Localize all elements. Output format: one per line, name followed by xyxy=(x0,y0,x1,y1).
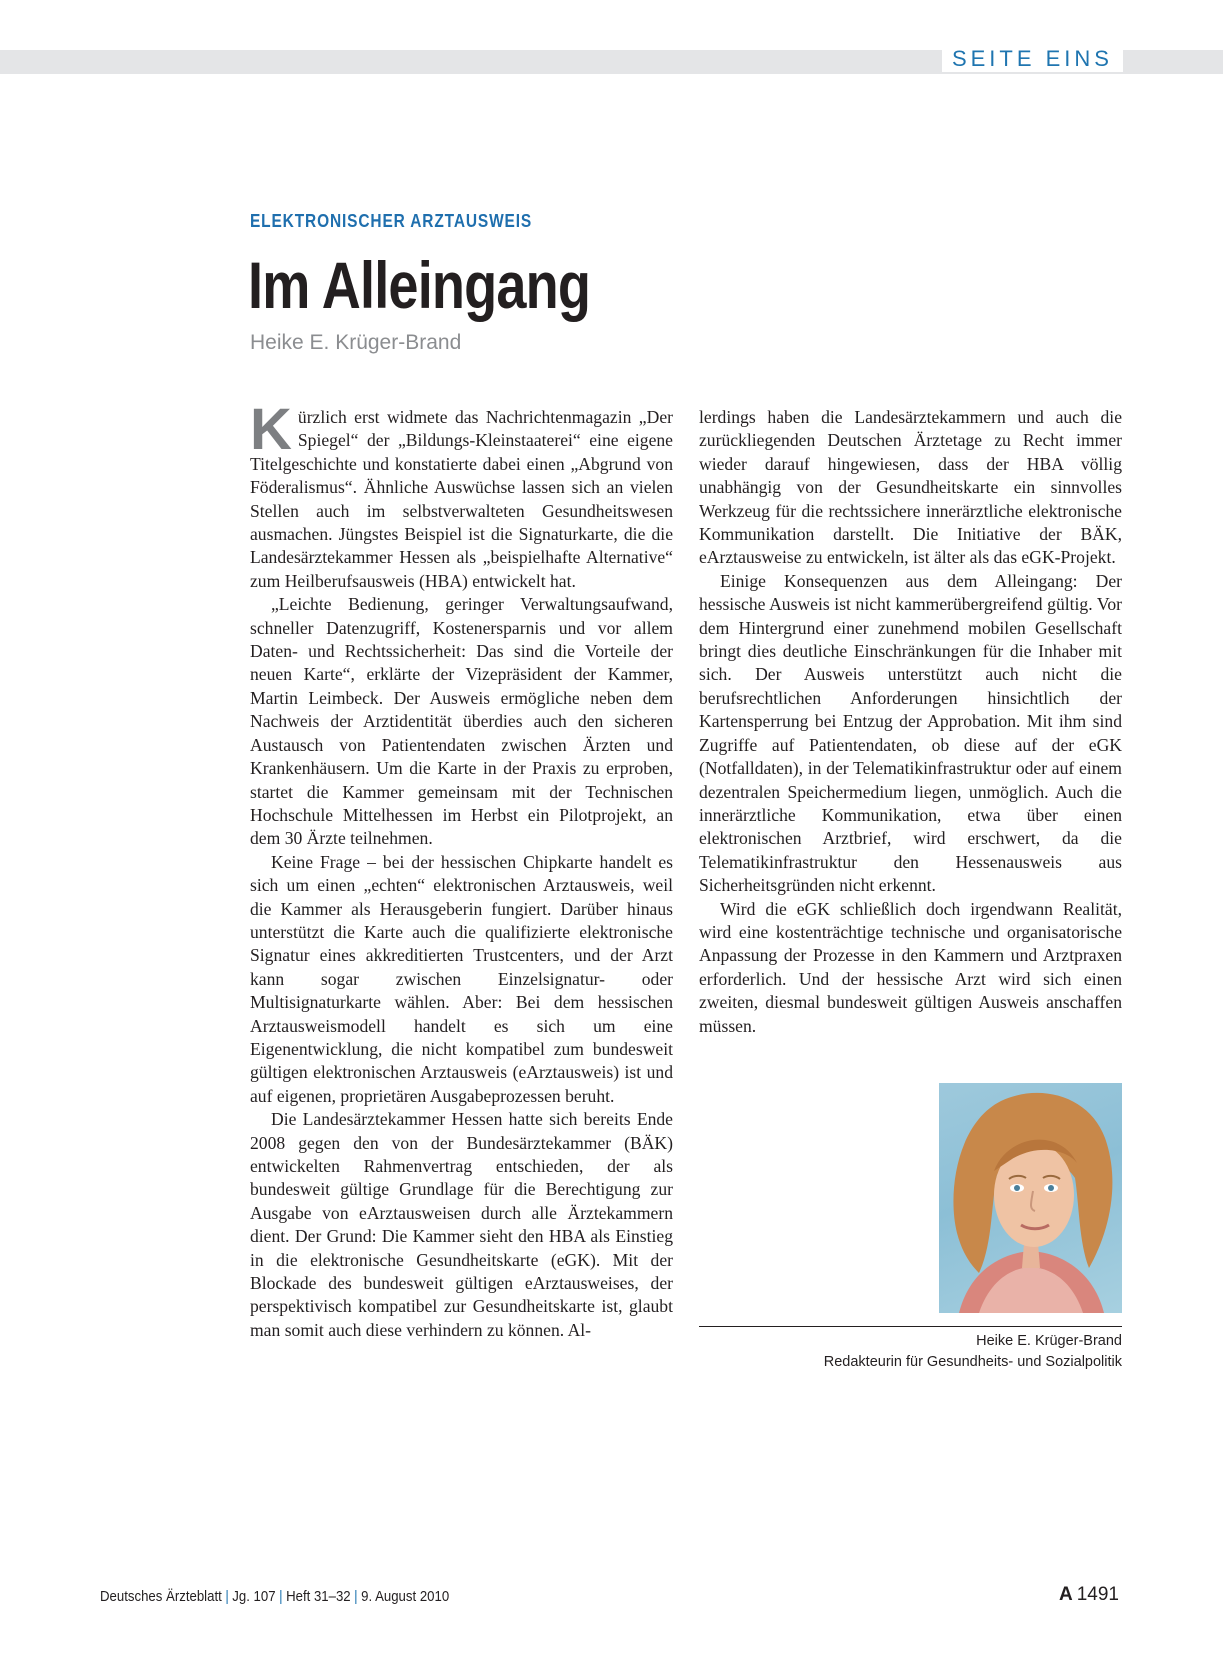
page-footer: Deutsches Ärzteblatt | Jg. 107 | Heft 31–32 | 9. August 2010 xyxy=(100,1588,450,1605)
article-kicker: ELEKTRONISCHER ARZTAUSWEIS xyxy=(250,211,533,231)
article-author: Heike E. Krüger-Brand xyxy=(250,331,462,354)
footer-volume: Jg. 107 xyxy=(232,1588,276,1605)
caption-name: Heike E. Krüger-Brand xyxy=(976,1333,1122,1349)
footer-issue: Heft 31–32 xyxy=(286,1588,351,1605)
article-paragraph: Keine Frage – bei der hessischen Chipkarte handelt es sich um einen „echten“ elektronischen Arztausweis, weil die Kammer als Herausgeberin fungiert. Darüber hinaus unterstützt die Karte auch die qualifizierte elektronische Signatur eines akkreditierten Trustcenters, und der Arzt kann sogar zwischen Einzelsignatur- oder Multisignaturkarte wählen. Aber: Bei dem hessischen Arztausweismodell handelt es sich um eine Eigenentwicklung, die nicht kompatibel zum bundesweit gültigen elektronischen Arztausweis (eArztausweis) ist und auf eigenen, proprietären Ausgabeprozessen beruht. xyxy=(250,851,673,1106)
caption-role: Redakteurin für Gesundheits- und Sozialpolitik xyxy=(823,1354,1122,1370)
drop-cap: K xyxy=(250,397,292,462)
article-column-right xyxy=(699,406,1122,1038)
photo-caption xyxy=(824,1331,1122,1373)
article-paragraph: Einige Konsequenzen aus dem Alleingang: Der hessische Ausweis ist nicht kammerübergreifend gültig. Vor dem Hintergrund einer zunehmend mobilen Gesellschaft bringt dies deutliche Einschränkungen für die Inhaber mit sich. Der Ausweis unterstützt auch nicht die berufsrechtlichen Anforderungen hinsichtlich der Kartensperrung bei Entzug der Approbation. Mit ihm sind Zugriffe auf Patientendaten, ob diese auf der eGK (Notfalldaten), in der Telematikinfrastruktur oder auf einem dezentralen Speichermedium liegen, unmöglich. Auch die innerärztliche Kommunikation, etwa über einen elektronischen Arztbrief, wird erschwert, da die Telematikinfrastruktur den Hessenausweis aus Sicherheitsgründen nicht erkennt. xyxy=(699,570,1122,896)
page-number: A 1491 xyxy=(1058,1584,1119,1605)
caption-divider xyxy=(699,1326,1122,1327)
article-paragraph: Wird die eGK schließlich doch irgendwann Realität, wird eine kostenträchtige technische und organisatorische Anpassung der Prozesse in den Kammern und Arztpraxen erforderlich. Und der hessische Arzt wird sich einen zweiten, diesmal bundesweit gültigen Ausweis anschaffen müssen. xyxy=(699,898,1122,1036)
article-paragraph: Die Landesärztekammer Hessen hatte sich bereits Ende 2008 gegen den von der Bundesärztekammer (BÄK) entwickelten Rahmenvertrag entschieden, der als bundesweit gültige Grundlage für die Berechtigung zur Ausgabe von eArztausweisen durch alle Ärztekammern dient. Der Grund: Die Kammer sieht den HBA als Einstieg in die elektronische Gesundheitskarte (eGK). Mit der Blockade des bundesweit gültigen eArztausweises, der perspektivisch kompatibel zur Gesundheitskarte ist, glaubt man somit auch diese verhindern zu können. Al- xyxy=(250,1109,673,1340)
article-column-left xyxy=(250,397,673,1342)
footer-publication: Deutsches Ärzteblatt xyxy=(100,1588,222,1605)
author-photo xyxy=(939,1083,1122,1313)
section-label: SEITE EINS xyxy=(942,46,1123,72)
article-paragraph: Kürzlich erst widmete das Nachrichtenmagazin „Der Spiegel“ der „Bildungs-Kleinstaaterei“ eine eigene Titelgeschichte und konstatierte dabei einen „Abgrund von Föderalismus“. Ähnliche Auswüchse lassen sich an vielen Stellen auch im selbstverwalteten Gesundheitswesen ausmachen. Jüngstes Beispiel ist die Signaturkarte, die die Landesärztekammer Hessen als „beispielhafte Alternative“ zum Heilberufsausweis (HBA) entwickelt hat. xyxy=(250,397,673,591)
article-title: Im Alleingang xyxy=(248,248,591,322)
footer-date: 9. August 2010 xyxy=(361,1588,450,1605)
article-paragraph: „Leichte Bedienung, geringer Verwaltungsaufwand, schneller Datenzugriff, Kostenersparnis und vor allem Daten- und Rechtssicherheit: Das sind die Vorteile der neuen Karte“, erklärte der Vizepräsident der Kammer, Martin Leimbeck. Der Ausweis ermögliche neben dem Nachweis der Arztidentität überdies auch den sicheren Austausch von Patientendaten zwischen Ärzten und Krankenhäusern. Um die Karte in der Praxis zu erproben, startet die Kammer gemeinsam mit der Technischen Hochschule Mittelhessen im Herbst ein Pilotprojekt, an dem 30 Ärzte teilnehmen. xyxy=(250,594,673,849)
article-paragraph: lerdings haben die Landesärztekammern und auch die zurückliegenden Deutschen Ärztetage zu Recht immer wieder darauf hingewiesen, dass der HBA völlig unabhängig von der Gesundheitskarte ein sinnvolles Werkzeug für die rechtssichere innerärztliche elektronische Kommunikation darstellt. Die Initiative der BÄK, eArztausweise zu entwickeln, ist älter als das eGK-Projekt. xyxy=(699,407,1122,568)
